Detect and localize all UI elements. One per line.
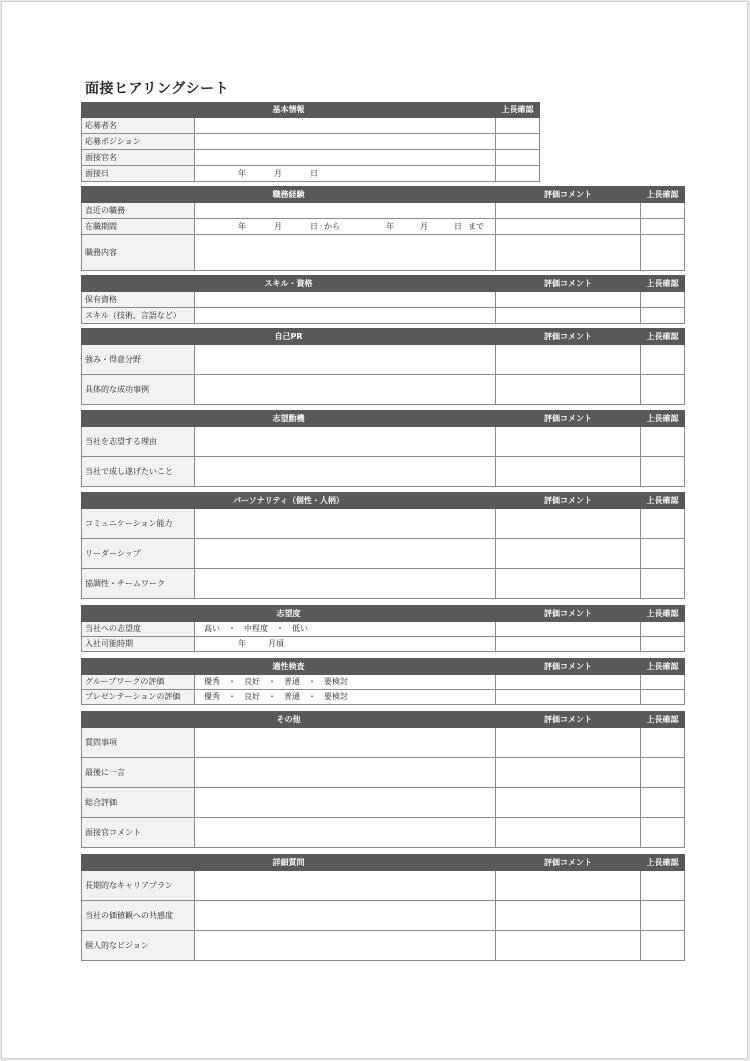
comment-cell[interactable] <box>496 871 641 901</box>
confirm-header: 上長確認 <box>641 712 685 728</box>
row-label-recent-job: 直近の職務 <box>82 203 195 219</box>
row-label-leadership: リーダーシップ <box>82 539 195 569</box>
confirm-cell[interactable] <box>641 427 685 457</box>
row-label-questions: 質問事項 <box>82 728 195 758</box>
goal-field[interactable] <box>195 457 496 487</box>
confirm-header: 上長確認 <box>641 276 685 292</box>
confirm-header: 上長確認 <box>641 329 685 345</box>
row-label-presentation: プレゼンテーションの評価 <box>82 690 195 705</box>
confirm-cell[interactable] <box>641 457 685 487</box>
day-label: 日 <box>454 221 462 231</box>
comment-cell[interactable] <box>496 292 641 308</box>
confirm-header: 上長確認 <box>641 855 685 871</box>
row-label-group-work: グループワークの評価 <box>82 675 195 690</box>
row-label-personal-vision: 個人的なビジョン <box>82 931 195 961</box>
comment-header: 評価コメント <box>496 606 641 622</box>
comment-header: 評価コメント <box>496 187 641 203</box>
position-field[interactable] <box>195 134 496 150</box>
confirm-cell[interactable] <box>496 166 540 182</box>
confirm-cell[interactable] <box>641 292 685 308</box>
comment-cell[interactable] <box>496 203 641 219</box>
day-label: 日 <box>310 221 318 231</box>
detail-table <box>81 854 685 961</box>
section-header-basic: 基本情報 <box>82 103 496 118</box>
row-label-job-content: 職務内容 <box>82 235 195 271</box>
confirm-cell[interactable] <box>496 118 540 134</box>
row-label-interviewer: 面接官名 <box>82 150 195 166</box>
row-label-desire-level: 当社への志望度 <box>82 622 195 637</box>
comment-cell[interactable] <box>496 675 641 690</box>
comment-cell[interactable] <box>496 622 641 637</box>
confirm-cell[interactable] <box>641 219 685 235</box>
comment-cell[interactable] <box>496 509 641 539</box>
success-case-field[interactable] <box>195 375 496 405</box>
motivation-table <box>81 410 685 487</box>
comment-cell[interactable] <box>496 308 641 324</box>
section-header-other: その他 <box>82 712 496 728</box>
comment-cell[interactable] <box>496 427 641 457</box>
confirm-header: 上長確認 <box>496 103 540 118</box>
row-label-interview-date: 面接日 <box>82 166 195 182</box>
comment-header: 評価コメント <box>496 329 641 345</box>
row-label-career-plan: 長期的なキャリアプラン <box>82 871 195 901</box>
section-header-personality: パーソナリティ（個性・人柄） <box>82 493 496 509</box>
page-title: 面接ヒアリングシート <box>85 81 230 97</box>
skills-field[interactable] <box>195 308 496 324</box>
strengths-field[interactable] <box>195 345 496 375</box>
confirm-cell[interactable] <box>641 728 685 758</box>
section-header-detail: 詳細質問 <box>82 855 496 871</box>
year-label: 年 <box>238 221 246 231</box>
personal-vision-field[interactable] <box>195 931 496 961</box>
confirm-header: 上長確認 <box>641 606 685 622</box>
interviewer-comment-field[interactable] <box>195 818 496 848</box>
questions-field[interactable] <box>195 728 496 758</box>
job-content-field[interactable] <box>195 235 496 271</box>
section-header-career: 職務経験 <box>82 187 496 203</box>
comment-cell[interactable] <box>496 788 641 818</box>
comment-cell[interactable] <box>496 219 641 235</box>
confirm-cell[interactable] <box>496 134 540 150</box>
confirm-cell[interactable] <box>641 818 685 848</box>
row-label-overall: 総合評価 <box>82 788 195 818</box>
confirm-cell[interactable] <box>641 788 685 818</box>
teamwork-field[interactable] <box>195 569 496 599</box>
desire-options[interactable]: 高い ・ 中程度 ・ 低い <box>204 624 308 633</box>
comment-header: 評価コメント <box>496 659 641 675</box>
month-label: 月 <box>420 221 428 231</box>
start-date-field[interactable] <box>195 637 496 652</box>
row-label-goal: 当社で成し遂げたいこと <box>82 457 195 487</box>
comment-header: 評価コメント <box>496 712 641 728</box>
career-plan-field[interactable] <box>195 871 496 901</box>
month-approx-label: 月頃 <box>268 639 284 648</box>
confirm-cell[interactable] <box>641 539 685 569</box>
comment-cell[interactable] <box>496 569 641 599</box>
comment-cell[interactable] <box>496 457 641 487</box>
self-pr-table <box>81 328 685 405</box>
confirm-cell[interactable] <box>641 758 685 788</box>
comment-cell[interactable] <box>496 345 641 375</box>
rating-options[interactable]: 優秀 ・ 良好 ・ 普通 ・ 要検討 <box>204 692 348 701</box>
row-label-reason: 当社を志望する理由 <box>82 427 195 457</box>
comment-header: 評価コメント <box>496 493 641 509</box>
qualification-field[interactable] <box>195 292 496 308</box>
from-label: から <box>324 221 340 231</box>
personality-table <box>81 492 685 599</box>
interviewer-field[interactable] <box>195 150 496 166</box>
confirm-cell[interactable] <box>641 931 685 961</box>
row-label-qualification: 保有資格 <box>82 292 195 308</box>
tenure-field[interactable] <box>195 219 496 235</box>
interview-date-field[interactable] <box>195 166 496 182</box>
comment-header: 評価コメント <box>496 411 641 427</box>
section-header-skill: スキル・資格 <box>82 276 496 292</box>
year-label: 年 <box>238 168 246 178</box>
confirm-cell[interactable] <box>641 622 685 637</box>
month-label: 月 <box>274 168 282 178</box>
confirm-cell[interactable] <box>641 690 685 705</box>
comment-cell[interactable] <box>496 758 641 788</box>
rating-options[interactable]: 優秀 ・ 良好 ・ 普通 ・ 要検討 <box>204 677 348 686</box>
confirm-cell[interactable] <box>641 308 685 324</box>
confirm-header: 上長確認 <box>641 411 685 427</box>
group-work-field[interactable] <box>195 675 496 690</box>
row-label-skills: スキル（技術、言語など） <box>82 308 195 324</box>
confirm-header: 上長確認 <box>641 493 685 509</box>
row-label-position: 応募ポジション <box>82 134 195 150</box>
confirm-header: 上長確認 <box>641 187 685 203</box>
row-label-applicant-name: 応募者名 <box>82 118 195 134</box>
section-header-desire: 志望度 <box>82 606 496 622</box>
leadership-field[interactable] <box>195 539 496 569</box>
presentation-field[interactable] <box>195 690 496 705</box>
row-label-values-empathy: 当社の価値観への共感度 <box>82 901 195 931</box>
desire-table <box>81 605 685 652</box>
last-word-field[interactable] <box>195 758 496 788</box>
confirm-header: 上長確認 <box>641 659 685 675</box>
month-label: 月 <box>274 221 282 231</box>
confirm-cell[interactable] <box>641 509 685 539</box>
comment-cell[interactable] <box>496 690 641 705</box>
confirm-cell[interactable] <box>496 150 540 166</box>
row-label-interviewer-comment: 面接官コメント <box>82 818 195 848</box>
year-label: 年 <box>386 221 394 231</box>
confirm-cell[interactable] <box>641 345 685 375</box>
other-table <box>81 711 685 848</box>
aptitude-table <box>81 658 685 705</box>
confirm-cell[interactable] <box>641 235 685 271</box>
row-label-communication: コミュニケーション能力 <box>82 509 195 539</box>
section-header-pr: 自己PR <box>82 329 496 345</box>
overall-field[interactable] <box>195 788 496 818</box>
row-label-last-word: 最後に一言 <box>82 758 195 788</box>
confirm-cell[interactable] <box>641 637 685 652</box>
confirm-cell[interactable] <box>641 203 685 219</box>
basic-info-table <box>81 102 540 182</box>
reason-field[interactable] <box>195 427 496 457</box>
comment-cell[interactable] <box>496 375 641 405</box>
comment-header: 評価コメント <box>496 855 641 871</box>
confirm-cell[interactable] <box>641 569 685 599</box>
comment-cell[interactable] <box>496 901 641 931</box>
desire-level-field[interactable] <box>195 622 496 637</box>
paper-sheet <box>1 1 748 1059</box>
comment-cell[interactable] <box>496 931 641 961</box>
confirm-cell[interactable] <box>641 375 685 405</box>
values-empathy-field[interactable] <box>195 901 496 931</box>
comment-cell[interactable] <box>496 728 641 758</box>
row-label-teamwork: 協調性・チームワーク <box>82 569 195 599</box>
row-label-success-case: 具体的な成功事例 <box>82 375 195 405</box>
until-label: まで <box>468 221 484 231</box>
row-label-start-date: 入社可能時期 <box>82 637 195 652</box>
comment-header: 評価コメント <box>496 276 641 292</box>
comment-cell[interactable] <box>496 539 641 569</box>
day-label: 日 <box>310 168 318 178</box>
confirm-cell[interactable] <box>641 901 685 931</box>
year-label: 年 <box>238 639 246 648</box>
skill-table <box>81 275 685 324</box>
applicant-name-field[interactable] <box>195 118 496 134</box>
comment-cell[interactable] <box>496 637 641 652</box>
confirm-cell[interactable] <box>641 871 685 901</box>
recent-job-field[interactable] <box>195 203 496 219</box>
section-header-aptitude: 適性検査 <box>82 659 496 675</box>
comment-cell[interactable] <box>496 818 641 848</box>
confirm-cell[interactable] <box>641 675 685 690</box>
comment-cell[interactable] <box>496 235 641 271</box>
row-label-strengths: 強み・得意分野 <box>82 345 195 375</box>
section-header-motivation: 志望動機 <box>82 411 496 427</box>
row-label-tenure: 在職期間 <box>82 219 195 235</box>
communication-field[interactable] <box>195 509 496 539</box>
career-table <box>81 186 685 271</box>
